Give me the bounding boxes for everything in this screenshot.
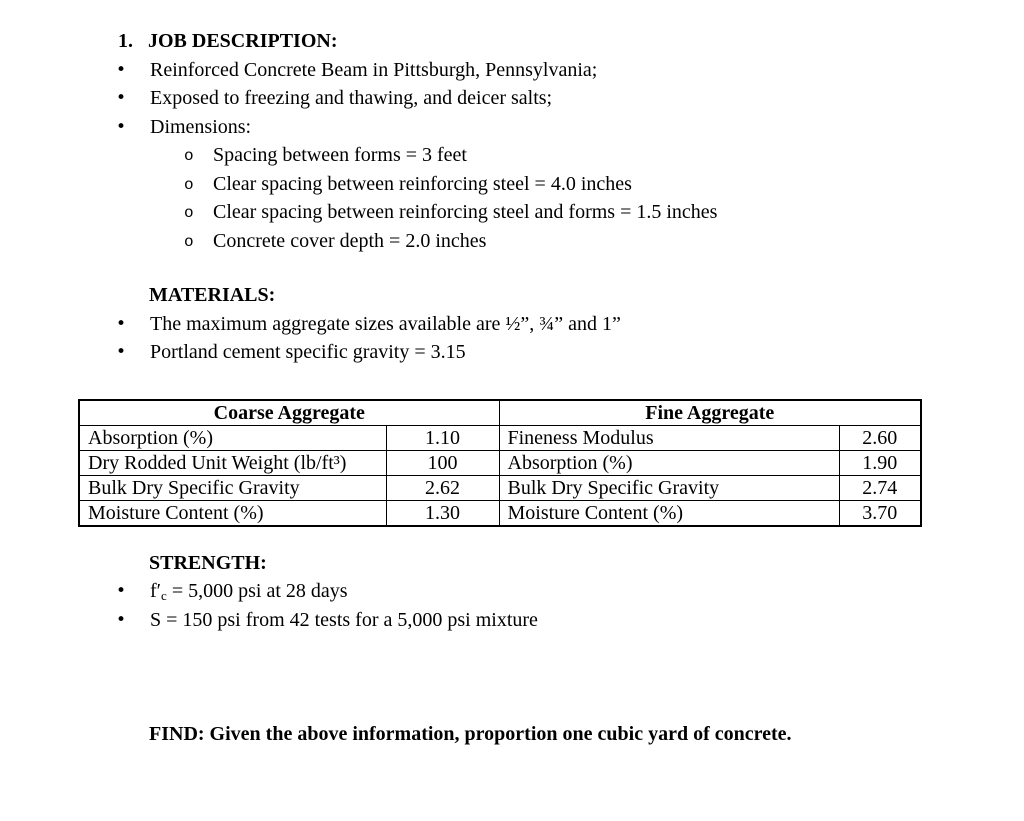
bullet-item-aggregate-sizes [0, 310, 1024, 339]
coarse-property: Absorption (%) [79, 425, 386, 450]
sub-bullet-icon: o [184, 232, 194, 251]
fine-value: 2.60 [839, 425, 921, 450]
coarse-value: 2.62 [386, 475, 499, 500]
sub-bullet-icon: o [184, 147, 194, 165]
fc-text: = 5,000 psi at 28 days [166, 580, 348, 602]
aggregate-properties-table [78, 399, 922, 527]
fine-value: 3.70 [839, 500, 921, 526]
fine-property: Absorption (%) [499, 450, 839, 475]
job-description-heading [0, 27, 1024, 56]
materials-heading: MATERIALS: [149, 284, 276, 306]
find-statement: FIND: Given the above information, proportion one cubic yard of concrete. [149, 723, 792, 745]
bullet-item-location [0, 56, 1024, 85]
sub-bullet-text: Clear spacing between reinforcing steel and forms = 1.5 inches [213, 201, 718, 223]
coarse-property: Bulk Dry Specific Gravity [79, 475, 386, 500]
fine-property: Bulk Dry Specific Gravity [499, 475, 839, 500]
table-header-row [79, 400, 921, 426]
fine-property: Fineness Modulus [499, 425, 839, 450]
bullet-icon: • [116, 59, 127, 80]
sub-bullet-steel-forms-spacing [0, 198, 1024, 227]
bullet-icon: • [116, 313, 127, 334]
job-description-heading-text: JOB DESCRIPTION: [148, 30, 338, 52]
coarse-property: Dry Rodded Unit Weight (lb/ft³) [79, 450, 386, 475]
bullet-icon: • [116, 609, 127, 630]
strength-heading: STRENGTH: [149, 551, 267, 574]
table-row [79, 475, 921, 500]
sub-bullet-icon: o [184, 175, 194, 194]
table-row [79, 450, 921, 475]
table-row [79, 500, 921, 526]
coarse-value: 100 [386, 450, 499, 475]
bullet-icon: • [116, 581, 127, 601]
fine-aggregate-header: Fine Aggregate [499, 400, 921, 426]
sub-bullet-cover-depth [0, 227, 1024, 256]
sub-bullet-steel-spacing [0, 170, 1024, 199]
bullet-item-dimensions [0, 113, 1024, 142]
bullet-icon: • [116, 88, 127, 108]
coarse-property: Moisture Content (%) [79, 500, 386, 526]
table-row [79, 425, 921, 450]
bullet-item-fc [0, 577, 1024, 606]
bullet-text: The maximum aggregate sizes available are ½”, ¾” and 1” [150, 312, 621, 335]
fine-value: 2.74 [839, 475, 921, 500]
fc-subscript: c [161, 588, 167, 603]
bullet-item-standard-deviation [0, 606, 1024, 635]
bullet-text: Dimensions: [150, 115, 252, 138]
coarse-value: 1.30 [386, 500, 499, 526]
coarse-aggregate-header: Coarse Aggregate [79, 400, 499, 426]
sub-bullet-text: Clear spacing between reinforcing steel = 4.0 inches [213, 172, 632, 195]
bullet-item-cement-gravity [0, 338, 1024, 367]
bullet-text: S = 150 psi from 42 tests for a 5,000 psi mixture [150, 608, 538, 631]
list-number: 1. [118, 30, 133, 52]
bullet-text: Exposed to freezing and thawing, and deicer salts; [150, 87, 553, 109]
sub-bullet-text: Concrete cover depth = 2.0 inches [213, 229, 487, 252]
fine-property: Moisture Content (%) [499, 500, 839, 526]
bullet-text: Reinforced Concrete Beam in Pittsburgh, Pennsylvania; [150, 58, 598, 81]
bullet-text: Portland cement specific gravity = 3.15 [150, 341, 466, 363]
sub-bullet-form-spacing [0, 141, 1024, 170]
fine-value: 1.90 [839, 450, 921, 475]
bullet-item-exposure [0, 84, 1024, 113]
fc-symbol: f′ [150, 580, 162, 602]
coarse-value: 1.10 [386, 425, 499, 450]
bullet-icon: • [116, 342, 127, 362]
bullet-icon: • [116, 116, 127, 137]
sub-bullet-icon: o [184, 204, 194, 222]
sub-bullet-text: Spacing between forms = 3 feet [213, 144, 467, 166]
